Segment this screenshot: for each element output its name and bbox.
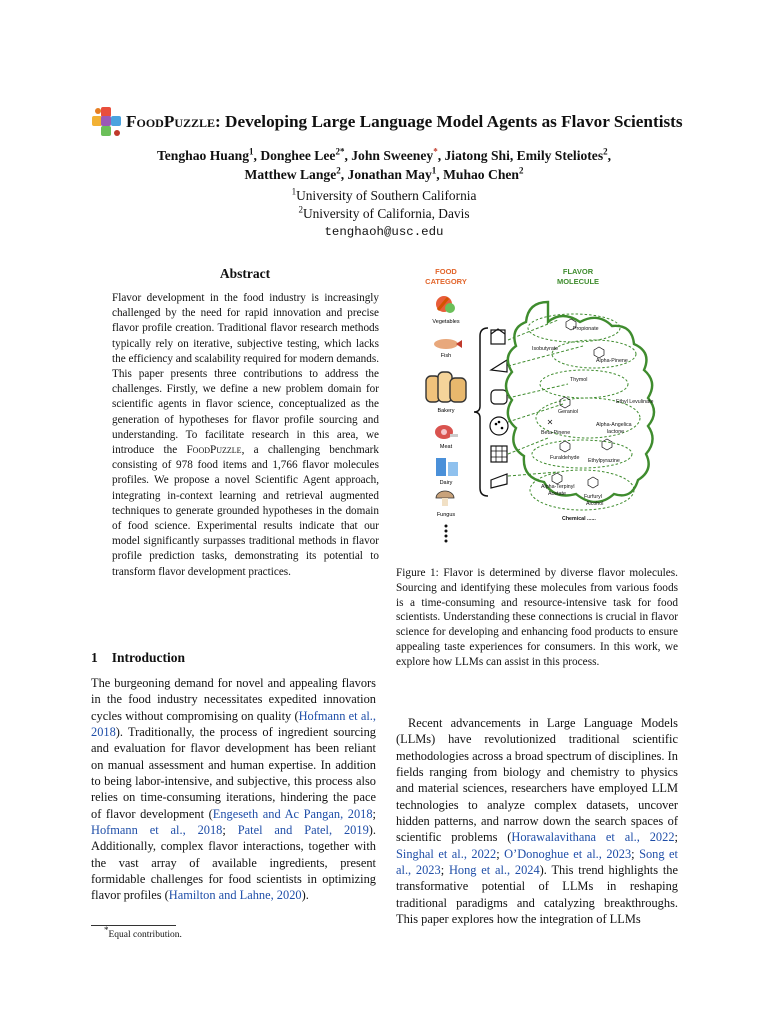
molecule-label: Propionate <box>573 326 599 332</box>
bakery-icon <box>426 372 466 402</box>
body-text: Recent advancements in Large Language Models (LLMs) have revolutionized traditional scientific methodologies across a broad spectrum of disciplines. In fields ranging from biology and chemistry to physics and material sciences, researchers have employed LLM technologies to analyze complex datasets, uncover hidden patterns, and narrow down the search spaces of scientific problems ( <box>396 716 678 845</box>
flavor-header-1: FLAVOR <box>562 267 594 276</box>
body-text: ; <box>372 806 376 821</box>
cheese-wedge-icon <box>491 474 507 488</box>
body-text: ; <box>222 823 238 838</box>
molecule-label: Furfuryl <box>584 494 602 500</box>
body-text: ). <box>301 888 309 903</box>
molecule-label: Ethylpyrazine <box>588 458 620 464</box>
author-sup: 2 <box>336 165 341 176</box>
molecule-label: Isobutyrate <box>532 346 559 352</box>
citation-link[interactable]: Horawalavithana et al., 2022 <box>511 830 675 845</box>
footnote-mark: * <box>104 925 109 935</box>
author-name: John Sweeney <box>351 148 434 163</box>
body-text: ; <box>674 830 678 845</box>
body-text: ). Additionally, complex flavor interactions, together with the vast array of available ingredients, present formidable challenges for food scientists in optimizing flavor profiles ( <box>91 823 376 903</box>
molecule-label: Geraniol <box>558 409 579 415</box>
footnote <box>104 925 182 941</box>
citation-link[interactable]: Hofmann et al., 2018 <box>91 708 376 740</box>
molecule-label: Alpha-Angelica <box>596 422 632 428</box>
affil-sup: 1 <box>291 186 297 197</box>
cookie-icon <box>490 417 508 435</box>
section-title: Introduction <box>111 650 186 665</box>
author-line-2: Matthew Lange$^2$, Jonathan May$^1$, Muhao Chen$^2$ <box>244 165 524 182</box>
molecule-label: Alcohol <box>586 501 604 507</box>
author-email[interactable]: tenghaoh@usc.edu <box>324 225 444 239</box>
figure-graphic <box>398 262 680 552</box>
citation-link[interactable]: Hofmann et al., 2018 <box>91 823 223 838</box>
paper-title <box>90 100 760 144</box>
flavor-header-2: MOLECULE <box>556 277 600 286</box>
abstract-body <box>112 291 379 580</box>
bracket-icon <box>474 328 488 496</box>
fungus-icon <box>436 491 454 506</box>
pie-slice-icon <box>491 360 507 372</box>
category-label: Vegetables <box>432 319 460 325</box>
molecule-label: Beta-Pinene <box>541 430 571 436</box>
affiliations <box>0 187 768 241</box>
molecule-label: Ethyl Levulinate <box>616 399 654 405</box>
title-name: FoodPuzzle <box>126 112 216 131</box>
author-sup: 2 <box>603 146 608 157</box>
section-number: 1 <box>91 650 98 665</box>
abstract-text: , a challenging benchmark consisting of 978 food items and 1,766 flavor molecules profiles. We propose a novel Scientific Agent approach, integrating in-context learning and retrieval augmented techniques to generate grounded hypotheses in the domain of food science. Experimental results indicate that our model significantly surpasses traditional methods in flavor profile prediction tasks, demonstrating its potential to transform flavor development practices. <box>112 444 380 578</box>
body-text: The burgeoning demand for novel and appealing flavors in the food industry necessitates expedited innovation cycles without compromising on quality ( <box>91 676 376 723</box>
abstract-heading: Abstract <box>219 266 271 281</box>
body-text: ). This trend highlights the transformative potential of LLMs in reshaping traditional paradigms and catalyzing breakthroughs. This paper explores how the integration of LLMs <box>396 863 678 927</box>
fish-icon <box>434 339 462 349</box>
figure-caption: Figure 1: Flavor is determined by diverse flavor molecules. Sourcing and identifying these molecules from various foods is a time-consuming and resource-intensive task for food scientists. Understanding these connections is crucial in flavor science for developing and enhancing food products to ensure appealing taste experiences for consumers. In this work, we explore how LLMs can assist in this process. <box>396 567 678 668</box>
author-sup: * <box>433 146 438 157</box>
author-name: Tenghao Huang <box>156 148 250 163</box>
author-line-1: Tenghao Huang$^1$, Donghee Lee$^{2*}$, John Sweeney*, Jiatong Shi, Emily Steliotes$^2$, <box>156 146 612 163</box>
abstract-name: FoodPuzzle <box>186 444 242 457</box>
food-header-2: CATEGORY <box>425 277 467 286</box>
bread-loaf-icon <box>491 390 507 404</box>
author-sup: 2 <box>518 165 524 176</box>
vertical-dots-icon <box>445 525 448 543</box>
title-rest: : Developing Large Language Model Agents as Flavor Scientists <box>215 112 683 131</box>
author-sup: 1 <box>431 165 437 176</box>
author-name: Jiatong Shi <box>444 148 510 163</box>
inner-bubbles <box>528 314 640 510</box>
author-name: Jonathan May <box>347 167 432 182</box>
body-text: ). Traditionally, the process of ingredient sourcing and evaluation for flavor development has been reliant on manual assessment and human expertise. In addition to being labor-intensive, and subjective, this process also relies on time-consuming iterations, hindering the pace of flavor development ( <box>91 725 376 821</box>
affiliation-1 <box>0 187 768 205</box>
category-label: Meat <box>439 444 453 450</box>
author-name: Emily Steliotes <box>516 148 604 163</box>
citation-link[interactable]: Song et al., 2023 <box>396 846 678 878</box>
molecule-label: Chemical ...... <box>562 516 596 522</box>
author-sup: 1 <box>249 146 254 157</box>
dairy-icon <box>436 458 458 476</box>
waffle-icon <box>491 446 507 462</box>
molecule-label: Alpha-Pinene <box>596 358 628 364</box>
molecule-label: Alpha-Terpinyl <box>541 484 575 490</box>
vegetables-icon <box>436 296 455 313</box>
footnote-text: Equal contribution. <box>108 930 182 941</box>
body-text: ; <box>440 863 449 878</box>
citation-link[interactable]: Singhal et al., 2022 <box>396 846 497 861</box>
affiliation-2 <box>0 205 768 223</box>
molecule-label: Furaldehyde <box>550 455 580 461</box>
citation-link[interactable]: Hong et al., 2024 <box>448 863 540 878</box>
molecule-label: Acetate <box>548 491 566 497</box>
food-header-1: FOOD <box>435 267 457 276</box>
category-label: Dairy <box>439 480 453 486</box>
citation-link[interactable]: Engeseth and Ac Pangan, 2018 <box>212 806 373 821</box>
puzzle-logo-icon <box>90 105 124 139</box>
category-label: Fungus <box>436 512 456 518</box>
cake-icon <box>491 329 505 344</box>
molecule-label: Thymol <box>570 377 588 383</box>
author-sup: 2* <box>335 146 345 157</box>
meat-icon <box>435 425 458 439</box>
figure-1 <box>398 262 680 552</box>
intro-left-paragraph <box>91 675 376 904</box>
citation-link[interactable]: Patel and Patel, 2019 <box>237 823 369 838</box>
category-label: Bakery <box>437 408 455 414</box>
citation-link[interactable]: Hamilton and Lahne, 2020 <box>168 888 302 903</box>
author-name: Matthew Lange <box>244 167 337 182</box>
author-name: Donghee Lee <box>260 148 336 163</box>
abstract-text: Flavor development in the food industry is increasingly challenged by the need for rapid innovation and precise flavor profile creation. Traditional flavor research methods typically rely on iterative, subjective testing, which lacks the efficiency and scalability required for modern demands. This paper presents three contributions to address the challenges. Firstly, we define a new problem domain for scientific agents in flavor science, conceptualized as the generation of hypotheses for flavor profile sourcing and understanding. To facilitate research in this area, we introduce the <box>112 292 379 457</box>
author-list <box>0 146 768 184</box>
molecule-label: lactone <box>607 429 625 435</box>
affil-sup: 2 <box>298 204 303 215</box>
author-name: Muhao Chen <box>443 167 519 182</box>
body-text: ; <box>496 846 505 861</box>
affil-text: University of Southern California <box>296 188 477 203</box>
section-heading <box>91 650 185 666</box>
body-text: ; <box>631 846 640 861</box>
intro-right-paragraph <box>396 715 678 927</box>
affil-text: University of California, Davis <box>302 206 470 221</box>
citation-link[interactable]: O’Donoghue et al., 2023 <box>504 846 632 861</box>
category-label: Fish <box>440 353 452 359</box>
